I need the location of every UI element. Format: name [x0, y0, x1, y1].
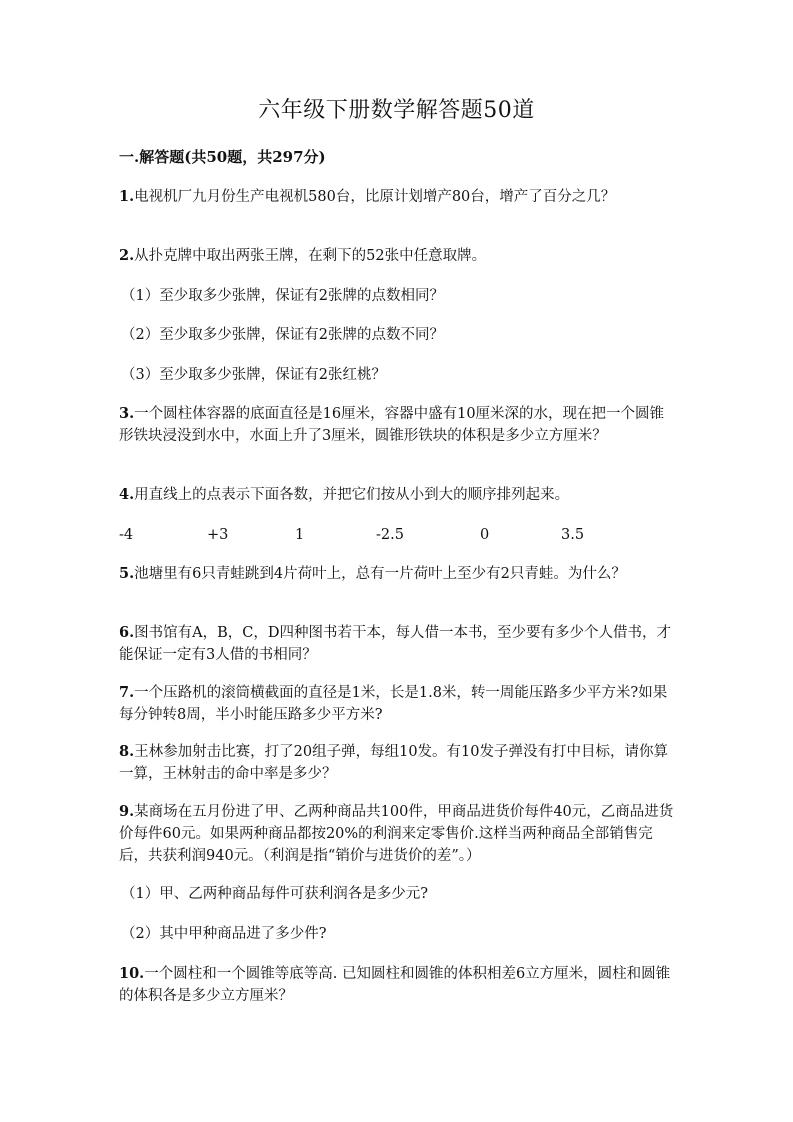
question-number: 3.	[119, 405, 135, 422]
question-1	[119, 186, 675, 208]
question-9-part-1	[121, 883, 677, 905]
number-item: -2.5	[376, 527, 404, 543]
question-2-part-3	[121, 364, 677, 386]
question-9	[119, 801, 675, 867]
question-number: 10.	[119, 965, 145, 982]
question-2	[119, 245, 675, 267]
question-3	[119, 403, 675, 447]
question-number: 9.	[119, 803, 135, 820]
question-number: 7.	[119, 684, 135, 701]
question-number: 6.	[119, 624, 135, 641]
section-heading: 一.解答题(共50题，共297分)	[119, 148, 326, 166]
question-text: 电视机厂九月份生产电视机580台，比原计划增产80台，增产了百分之几？	[134, 189, 616, 205]
question-text: （3）至少取多少张牌，保证有2张红桃？	[121, 367, 386, 383]
number-item: +3	[207, 527, 229, 543]
page-title: 六年级下册数学解答题50道	[258, 98, 535, 123]
number-item: 3.5	[561, 527, 585, 543]
number-item: 1	[295, 527, 305, 543]
question-text: 一个压路机的滚筒横截面的直径是1米，长是1.8米，转一周能压路多少平方米?如果每分钟转8周，半小时能压路多少平方米?	[119, 685, 668, 723]
question-text: 从扑克牌中取出两张王牌，在剩下的52张中任意取牌。	[134, 248, 487, 264]
question-2-part-2	[121, 324, 677, 346]
question-text: 图书馆有A，B，C，D四种图书若干本，每人借一本书，至少要有多少个人借书，才能保证一定有3人借的书相同？	[119, 625, 671, 663]
question-number: 8.	[119, 743, 135, 760]
question-text: （2）至少取多少张牌，保证有2张牌的点数不同？	[121, 327, 444, 343]
question-text: 池塘里有6只青蛙跳到4片荷叶上，总有一片荷叶上至少有2只青蛙。为什么？	[134, 566, 626, 582]
question-text: 一个圆柱体容器的底面直径是16厘米，容器中盛有10厘米深的水，现在把一个圆锥形铁块浸没到水中，水面上升了3厘米，圆锥形铁块的体积是多少立方厘米？	[119, 406, 665, 444]
question-text: 用直线上的点表示下面各数，并把它们按从小到大的顺序排列起来。	[134, 487, 570, 503]
question-text: 某商场在五月份进了甲、乙两种商品共100件，甲商品进货价每件40元，乙商品进货价每件60元。如果两种商品都按20%的利润来定零售价.这样当两种商品全部销售完后，共获利润940元。（利润是指“销价与进货价的差”。）	[119, 804, 674, 864]
question-7	[119, 682, 675, 726]
question-text: 一个圆柱和一个圆锥等底等高. 已知圆柱和圆锥的体积相差6立方厘米，圆柱和圆锥的体积各是多少立方厘米？	[119, 966, 671, 1004]
question-number: 4.	[119, 486, 135, 503]
question-2-part-1	[121, 285, 677, 307]
question-text: （1）至少取多少张牌，保证有2张牌的点数相同？	[121, 288, 444, 304]
question-number: 2.	[119, 247, 135, 264]
question-number: 1.	[119, 188, 135, 205]
question-8	[119, 741, 675, 785]
number-list	[0, 524, 793, 546]
question-text: （2）其中甲种商品进了多少件?	[121, 926, 327, 942]
question-10	[119, 963, 675, 1007]
question-number: 5.	[119, 565, 135, 582]
question-4	[119, 484, 675, 506]
question-text: （1）甲、乙两种商品每件可获利润各是多少元?	[121, 886, 428, 902]
question-9-part-2	[121, 923, 677, 945]
number-item: -4	[119, 527, 134, 543]
question-6	[119, 622, 675, 666]
question-text: 王林参加射击比赛，打了20组子弹，每组10发。有10发子弹没有打中目标，请你算一算，王林射击的命中率是多少？	[119, 744, 668, 782]
number-item: 0	[480, 527, 490, 543]
question-5	[119, 563, 675, 585]
